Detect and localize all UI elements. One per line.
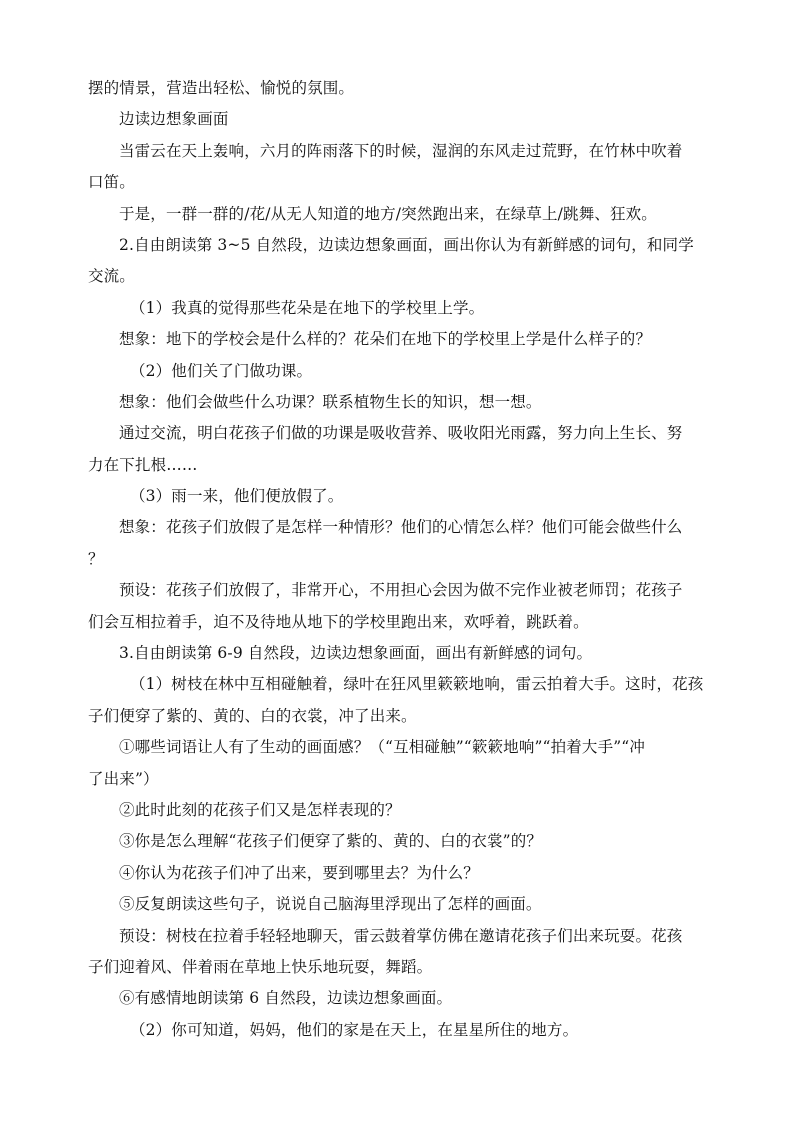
text-line: ①哪些词语让人有了生动的画面感？（“互相碰触”“簌簌地响”“拍着大手”“冲: [119, 738, 646, 757]
text-line: 预设：树枝在拉着手轻轻地聊天，雷云鼓着掌仿佛在邀请花孩子们出来玩耍。花孩: [119, 926, 683, 945]
text-line: （3）雨一来，他们便放假了。: [130, 487, 344, 506]
text-line: 3.自由朗读第 6-9 自然段，边读边想象画面，画出有新鲜感的词句。: [119, 644, 593, 663]
document-page: [88, 73, 708, 1046]
text-line: ②此时此刻的花孩子们又是怎样表现的？: [119, 800, 401, 819]
text-line: 力在下扎根……: [88, 455, 198, 474]
text-line: 想象：花孩子们放假了是怎样一种情形？他们的心情怎么样？他们可能会做些什么: [119, 518, 683, 537]
text-line: 想象：地下的学校会是什么样的？花朵们在地下的学校里上学是什么样子的？: [119, 330, 652, 349]
text-line: 交流。: [88, 267, 135, 286]
text-line: ？: [88, 549, 104, 568]
text-line: 通过交流，明白花孩子们做的功课是吸收营养、吸收阳光雨露，努力向上生长、努: [119, 424, 683, 443]
text-line: （1）树枝在林中互相碰触着，绿叶在狂风里簌簌地响，雷云拍着大手。这时，花孩: [130, 675, 704, 694]
text-line: 预设：花孩子们放假了，非常开心，不用担心会因为做不完作业被老师罚；花孩子: [119, 581, 683, 600]
text-line: 子们迎着风、伴着雨在草地上快乐地玩耍，舞蹈。: [88, 957, 433, 976]
text-line: 了出来”）: [88, 769, 159, 788]
text-line: 子们便穿了紫的、黄的、白的衣裳，冲了出来。: [88, 706, 417, 725]
text-line: 于是，一群一群的/花/从无人知道的地方/突然跑出来，在绿草上/跳舞、狂欢。: [119, 204, 657, 223]
text-line: （2）他们关了门做功课。: [130, 361, 313, 380]
text-line: 边读边想象画面: [119, 110, 229, 129]
text-line: ③你是怎么理解“花孩子们便穿了紫的、黄的、白的衣裳”的？: [119, 832, 543, 851]
text-line: 当雷云在天上轰响，六月的阵雨落下的时候，湿润的东风走过荒野，在竹林中吹着: [119, 141, 683, 160]
text-line: 们会互相拉着手，迫不及待地从地下的学校里跑出来，欢呼着，跳跃着。: [88, 612, 589, 631]
text-line: ⑤反复朗读这些句子，说说自己脑海里浮现出了怎样的画面。: [119, 895, 542, 914]
text-line: ④你认为花孩子们冲了出来，要到哪里去？为什么？: [119, 863, 479, 882]
text-line: （1）我真的觉得那些花朵是在地下的学校里上学。: [130, 298, 485, 317]
text-line: 口笛。: [88, 173, 135, 192]
text-line: 2.自由朗读第 3~5 自然段，边读边想象画面，画出你认为有新鲜感的词句，和同学: [119, 235, 694, 254]
text-line: 想象：他们会做些什么功课？联系植物生长的知识，想一想。: [119, 392, 542, 411]
text-line: 摆的情景，营造出轻松、愉悦的氛围。: [88, 79, 355, 97]
text-line: （2）你可知道，妈妈，他们的家是在天上，在星星所住的地方。: [130, 1020, 579, 1039]
text-line: ⑥有感情地朗读第 6 自然段，边读边想象画面。: [119, 989, 453, 1008]
